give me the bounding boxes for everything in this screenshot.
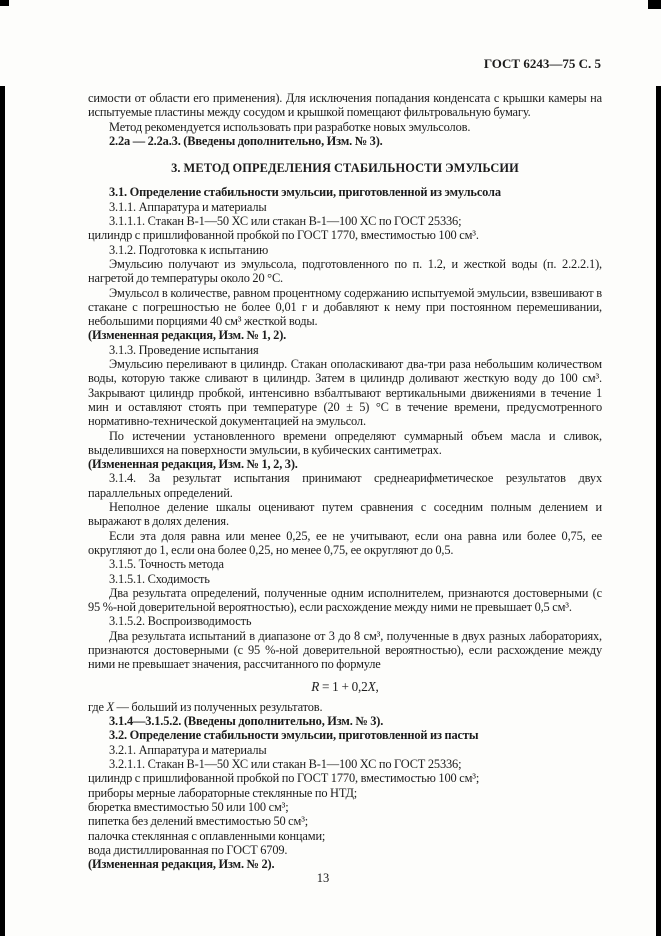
text-run: R [311, 678, 320, 694]
paragraph [88, 629, 602, 672]
text-run: цилиндр с пришлифованной пробкой по ГОСТ 1770, вместимостью 100 см³; [88, 771, 480, 786]
paragraph [88, 814, 602, 828]
text-run: (Измененная редакция, Изм. № 1, 2, 3). [88, 457, 298, 472]
text-run: Эмульсол в количестве, равном процентному содержанию испытуемой эмульсии, взвешивают в стакане с погрешностью не более 0,01 г и добавляют к нему при постоянном перемешивании, небольшими порциями 40 см³ жесткой воды. [88, 285, 602, 329]
text-run: 3.1.5. Точность метода [109, 557, 224, 572]
text-run: цилиндр с пришлифованной пробкой по ГОСТ 1770, вместимостью 100 см³. [88, 228, 479, 243]
text-run: (Введены дополнительно, Изм. № 3). [183, 133, 383, 148]
formula [88, 680, 602, 694]
text-run: X [106, 699, 114, 714]
text-run: 3.2. Определение стабильности эмульсии, приготовленной из пасты [109, 728, 479, 743]
text-run: (Измененная редакция, Изм. № 1, 2). [88, 328, 287, 343]
paragraph [88, 343, 602, 357]
text-run: (Введены дополнительно, Изм. № 3). [183, 714, 384, 729]
text-run: где [88, 699, 107, 714]
scan-artifact-top-left-corner [0, 0, 9, 6]
paragraph [88, 228, 602, 242]
text-run: Метод рекомендуется использовать при разработке новых эмульсолов. [109, 119, 471, 134]
text-run: Если эта доля равна или менее 0,25, ее не учитывают, если она равна или более 0,75, ее округляют до 1, если она более 0,25, но менее 0,75, ее округляют до 0,5. [88, 528, 602, 557]
text-run: По истечении установленного времени определяют суммарный объем масла и сливок, выделившихся на поверхности эмульсии, в кубических сантиметрах. [88, 428, 602, 457]
text-run: бюретка вместимостью 50 или 100 см³; [88, 799, 289, 814]
scan-artifact-top-right-corner [648, 0, 661, 9]
text-run: пипетка без делений вместимостью 50 см³; [88, 814, 309, 829]
paragraph [88, 757, 602, 771]
paragraph [88, 586, 602, 615]
text-run: 3. МЕТОД ОПРЕДЕЛЕНИЯ СТАБИЛЬНОСТИ ЭМУЛЬСИИ [171, 161, 519, 176]
paragraph [88, 743, 602, 757]
text-run: Эмульсию переливают в цилиндр. Стакан ополаскивают два-три раза небольшим количеством воды, которую также сливают в цилиндр. Затем в цилиндр доливают жесткую воду до 100 см³. Закрывают цилиндр пробкой, интенсивно взбалтывают вертикальными движениями в течение 1 мин и оставляют стоять при температуре (20 ± 5) °С в течение времени, предусмотренного нормативно-технической документацией на эмульсол. [88, 357, 602, 429]
document-header-ref: ГОСТ 6243—75 С. 5 [483, 56, 601, 71]
paragraph [88, 529, 602, 558]
paragraph [88, 714, 602, 728]
text-run: 3.1.4—3.1.5.2. [109, 714, 184, 729]
scan-artifact-right-edge [656, 86, 661, 936]
paragraph [88, 257, 602, 286]
paragraph [88, 572, 602, 586]
paragraph [88, 243, 602, 257]
scan-artifact-left-edge [0, 86, 5, 936]
paragraph [88, 457, 602, 471]
paragraph [88, 557, 602, 571]
text-run: 3.1.2. Подготовка к испытанию [109, 242, 269, 257]
paragraph [88, 829, 602, 843]
paragraph [88, 500, 602, 529]
text-run: Два результата определений, полученные одним исполнителем, признаются достоверными (с 95 %-ной доверительной вероятностью), если расхождение между ними не превышает 0,5 см³. [88, 585, 602, 615]
paragraph [88, 120, 602, 134]
text-run: 3.1. Определение стабильности эмульсии, приготовленной из эмульсола [109, 185, 501, 200]
paragraph [88, 471, 602, 500]
paragraph [88, 728, 602, 742]
paragraph [88, 800, 602, 814]
paragraph [88, 185, 602, 199]
page-number: 13 [316, 871, 330, 885]
text-run: 3.2.1.1. Стакан В-1—50 ХС или стакан В-1—100 ХС по ГОСТ 25336; [109, 757, 462, 772]
paragraph [88, 91, 602, 120]
paragraph [88, 357, 602, 428]
text-run: вода дистиллированная по ГОСТ 6709. [88, 842, 288, 857]
text-run: — больший из полученных результатов. [113, 699, 323, 714]
text-run: Эмульсию получают из эмульсола, подготовленного по п. 1.2, и жесткой воды (п. 2.2.2.1), нагретой до температуры около 20 °С. [88, 256, 602, 286]
paragraph [88, 429, 602, 458]
text-run: X [367, 678, 376, 694]
section-heading [88, 161, 602, 175]
paragraph [88, 843, 602, 857]
text-run: Два результата испытаний в диапазоне от 3 до 8 см³, полученные в двух разных лабораториях, признаются достоверными (с 95 %-ной доверительной вероятностью), если расхождение между ними не превышает значения, рассчитанного по формуле [88, 628, 602, 672]
paragraph [88, 286, 602, 329]
text-run: симости от области его применения). Для исключения попадания конденсата с крышки камеры на испытуемые пластины между сосудом и крышкой помещают фильтровальную бумагу. [88, 91, 602, 120]
paragraph [88, 786, 602, 800]
text-run: приборы мерные лабораторные стеклянные по НТД; [88, 785, 358, 800]
paragraph [88, 857, 602, 871]
text-run: (Измененная редакция, Изм. № 2). [88, 857, 275, 872]
text-run: палочка стеклянная с оплавленными концами; [88, 828, 326, 843]
text-run: 3.1.1.1. Стакан В-1—50 ХС или стакан В-1—100 ХС по ГОСТ 25336; [109, 214, 462, 229]
text-run: , [375, 678, 379, 694]
paragraph [88, 200, 602, 214]
text-run: 3.1.1. Аппаратура и материалы [109, 199, 267, 214]
text-run: = 1 + 0,2 [319, 678, 368, 694]
text-run: 2.2а — 2.2а.3. [109, 133, 184, 148]
text-run: Неполное деление шкалы оценивают путем сравнения с соседним полным делением и выражают в долях деления. [88, 500, 602, 529]
text-run: 3.1.4. За результат испытания принимают среднеарифметическое результатов двух параллельных определений. [88, 471, 602, 500]
text-run: 3.1.5.2. Воспроизводимость [109, 614, 252, 629]
paragraph [88, 328, 602, 342]
text-run: 3.2.1. Аппаратура и материалы [109, 742, 267, 757]
paragraph [88, 700, 602, 714]
paragraph [88, 214, 602, 228]
paragraph [88, 134, 602, 148]
text-run: 3.1.5.1. Сходимость [109, 571, 210, 586]
text-run: 3.1.3. Проведение испытания [109, 342, 259, 357]
document-body [88, 91, 602, 871]
paragraph [88, 771, 602, 785]
paragraph [88, 614, 602, 628]
